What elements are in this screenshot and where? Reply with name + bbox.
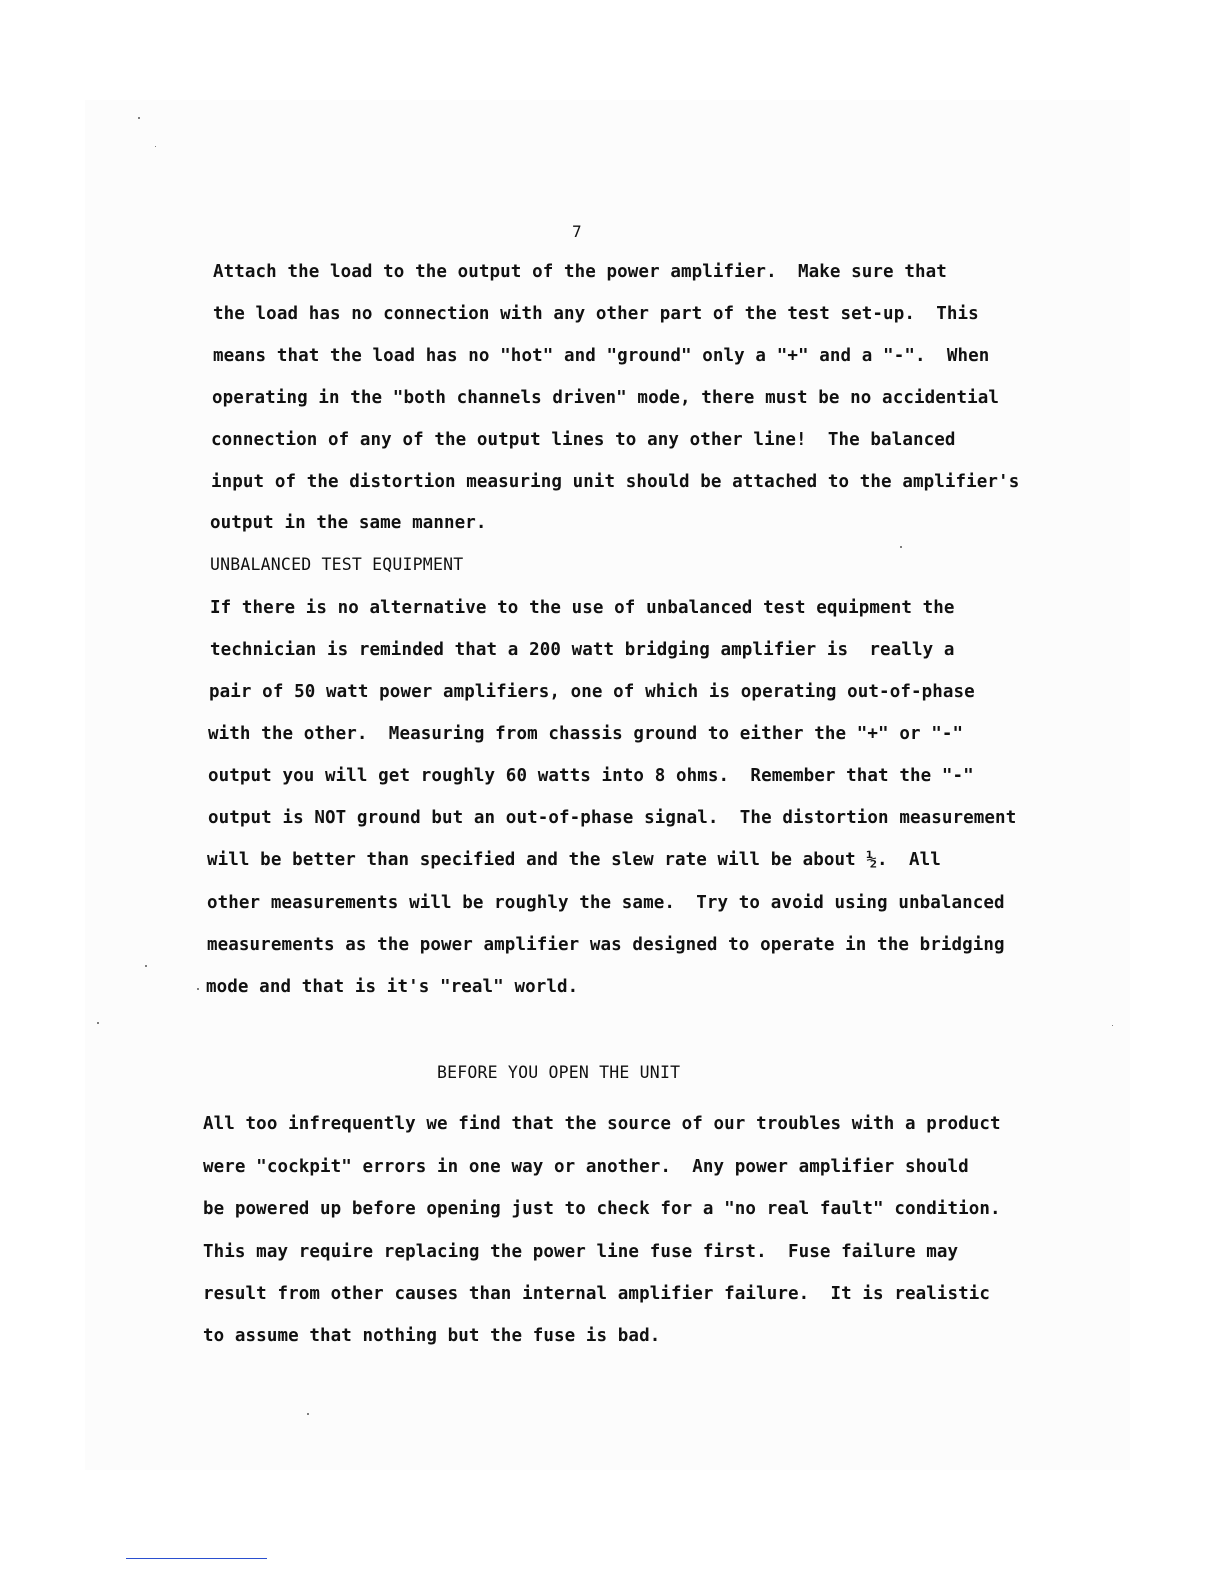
scan-speck [97, 1022, 99, 1024]
paragraph-line: This may require replacing the power line fuse first. Fuse failure may [203, 1242, 959, 1262]
paragraph-line: pair of 50 watt power amplifiers, one of which is operating out-of-phase [209, 682, 975, 702]
scan-speck [138, 117, 140, 119]
paragraph-line: to assume that nothing but the fuse is bad. [203, 1326, 661, 1346]
section-heading: UNBALANCED TEST EQUIPMENT [210, 555, 464, 574]
scan-speck [145, 965, 147, 967]
paragraph-line: with the other. Measuring from chassis ground to either the "+" or "-" [208, 724, 964, 744]
paragraph-line: Attach the load to the output of the power amplifier. Make sure that [213, 262, 947, 282]
paragraph-line: the load has no connection with any other part of the test set-up. This [213, 304, 979, 324]
paragraph-line: other measurements will be roughly the same. Try to avoid using unbalanced [207, 893, 1005, 913]
paragraph-line: input of the distortion measuring unit should be attached to the amplifier's [211, 472, 1020, 492]
scan-speck [307, 1413, 309, 1415]
section-heading: BEFORE YOU OPEN THE UNIT [437, 1063, 681, 1082]
paragraph-line: operating in the "both channels driven" mode, there must be no accidential [212, 388, 1000, 408]
scan-speck [900, 546, 902, 548]
paragraph-line: output in the same manner. [210, 513, 487, 533]
paragraph-line: technician is reminded that a 200 watt bridging amplifier is really a [210, 640, 955, 660]
paragraph-line: All too infrequently we find that the source of our troubles with a product [203, 1114, 1001, 1134]
scan-speck [1112, 1025, 1113, 1026]
scan-speck [155, 146, 156, 147]
paragraph-line: output you will get roughly 60 watts into 8 ohms. Remember that the "-" [208, 766, 974, 786]
paragraph-line: mode and that is it's "real" world. [206, 977, 579, 997]
paragraph-line: result from other causes than internal amplifier failure. It is realistic [203, 1284, 991, 1304]
paragraph-line: means that the load has no "hot" and "ground" only a "+" and a "-". When [213, 346, 990, 366]
page-number: 7 [572, 222, 582, 241]
paragraph-line: will be better than specified and the slew rate will be about ½. All [207, 850, 941, 870]
paragraph-line: be powered up before opening just to check for a "no real fault" condition. [203, 1199, 1001, 1219]
paragraph-line: were "cockpit" errors in one way or another. Any power amplifier should [203, 1157, 969, 1177]
paragraph-line: connection of any of the output lines to any other line! The balanced [211, 430, 956, 450]
scan-speck [197, 988, 199, 990]
paragraph-line: output is NOT ground but an out-of-phase signal. The distortion measurement [208, 808, 1017, 828]
footer-rule [126, 1558, 267, 1559]
paragraph-line: If there is no alternative to the use of unbalanced test equipment the [210, 598, 955, 618]
paragraph-line: measurements as the power amplifier was designed to operate in the bridging [207, 935, 1005, 955]
